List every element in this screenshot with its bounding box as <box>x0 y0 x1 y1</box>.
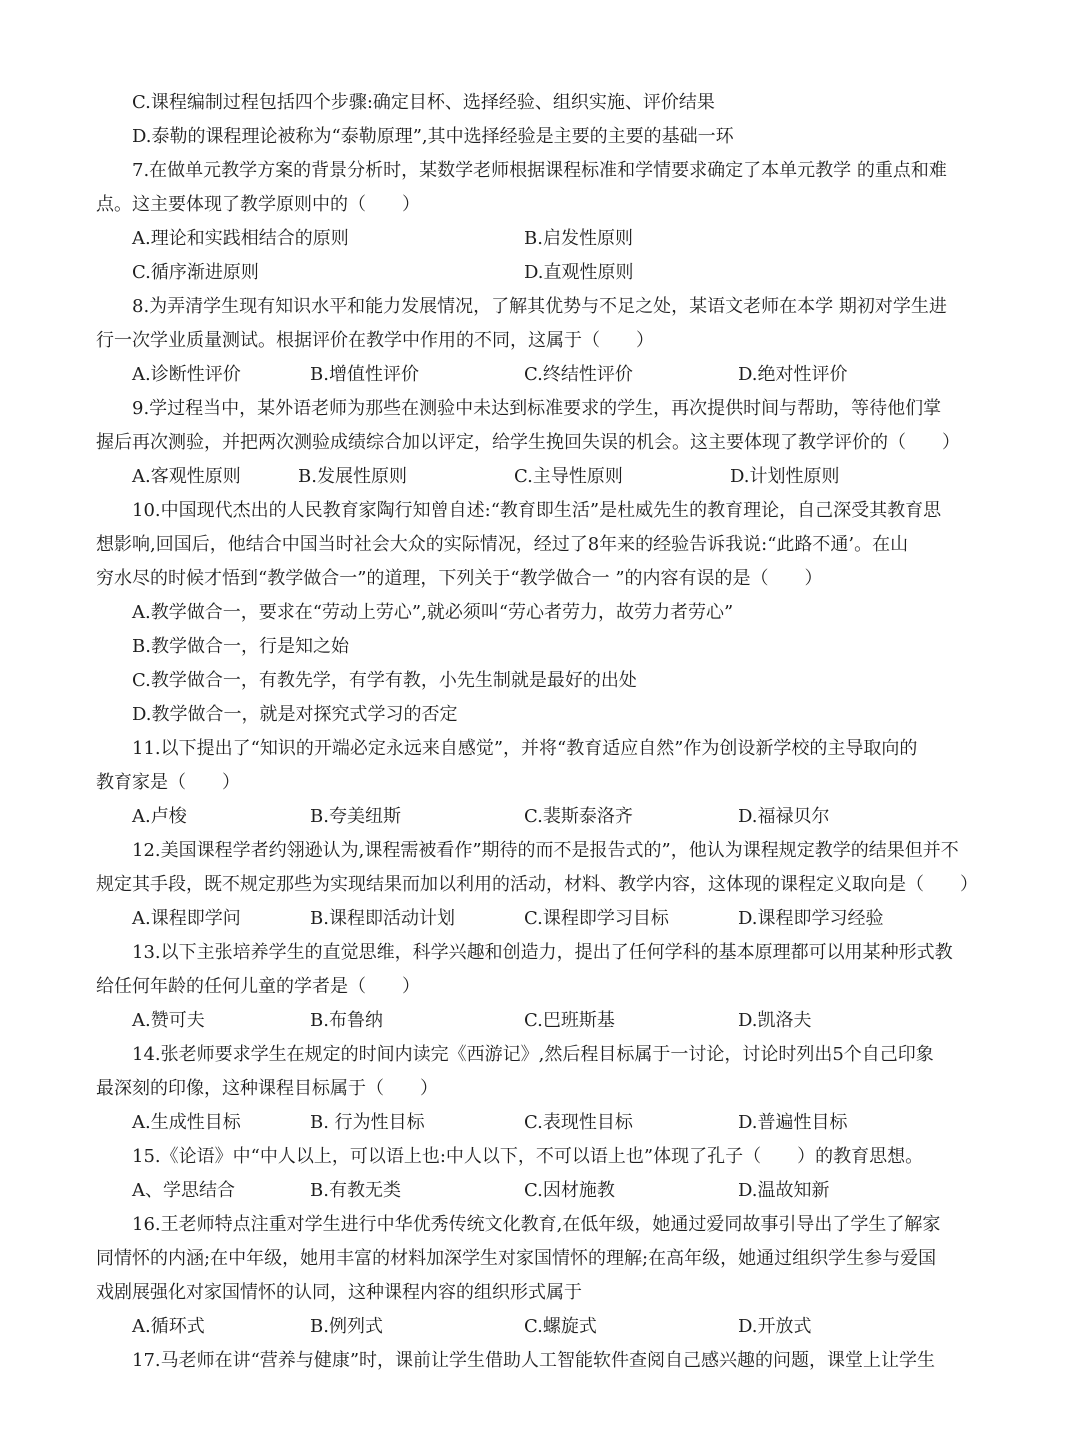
option-c[interactable]: C.课程即学习目标 <box>524 908 669 929</box>
question-10-option-c[interactable] <box>0 666 1080 696</box>
question-13-stem <box>0 938 1080 968</box>
option-d[interactable]: D.计划性原则 <box>730 466 840 487</box>
option-b[interactable]: B.增值性评价 <box>310 364 419 385</box>
option-a[interactable]: A.理论和实践相结合的原则 <box>132 228 349 249</box>
question-16-options <box>0 1312 1080 1342</box>
text: C.课程编制过程包括四个步骤:确定目杯、选择经验、组织实施、评价结果 <box>132 92 715 113</box>
text: 13.以下主张培养学生的直觉思维，科学兴趣和创造力，提出了任何学科的基本原理都可以用某种形式教 <box>132 942 953 963</box>
question-13-stem <box>0 972 1080 1002</box>
question-10-stem <box>0 564 1080 594</box>
question-9-options <box>0 462 1080 492</box>
question-7-stem <box>0 190 1080 220</box>
option-b[interactable]: B.启发性原则 <box>524 228 633 249</box>
text: 戏剧展强化对家国情怀的认同，这种课程内容的组织形式属于 <box>96 1282 582 1303</box>
question-12-options <box>0 904 1080 934</box>
option-a[interactable]: A.课程即学问 <box>132 908 241 929</box>
option-a[interactable]: A、学思结合 <box>132 1180 235 1201</box>
option-c[interactable]: C.终结性评价 <box>524 364 633 385</box>
option-b[interactable]: B.有教无类 <box>310 1180 401 1201</box>
text: 17.马老师在讲“营养与健康”时，课前让学生借助人工智能软件查阅自己感兴趣的问题，课堂上让学生 <box>132 1350 936 1371</box>
option-b[interactable]: B.发展性原则 <box>298 466 407 487</box>
option-c[interactable]: C.巴班斯基 <box>524 1010 615 1031</box>
option-c[interactable]: C.螺旋式 <box>524 1316 597 1337</box>
question-17-stem <box>0 1346 1080 1376</box>
option-a[interactable]: A.赞可夫 <box>132 1010 205 1031</box>
question-15-options <box>0 1176 1080 1206</box>
question-11-options <box>0 802 1080 832</box>
question-8-stem <box>0 326 1080 356</box>
question-14-stem <box>0 1040 1080 1070</box>
text: 握后再次测验，并把两次测验成绩综合加以评定，给学生挽回失误的机会。这主要体现了教学评价的（ ） <box>96 432 960 453</box>
option-a[interactable]: A.卢梭 <box>132 806 187 827</box>
question-7-stem <box>0 156 1080 186</box>
option-a[interactable]: A.循环式 <box>132 1316 205 1337</box>
text: 给任何年龄的任何儿童的学者是（ ） <box>96 976 420 997</box>
text: 15.《论语》中“中人以上，可以语上也:中人以下，不可以语上也”体现了孔子（ ）的教育思想。 <box>132 1146 924 1167</box>
question-12-stem <box>0 870 1080 900</box>
text: 14.张老师要求学生在规定的时间内读完《西游记》,然后程目标属于一讨论，讨论时列出5个自己印象 <box>132 1044 934 1065</box>
text: 想影响,回国后，他结合中国当时社会大众的实际情况，经过了8年来的经验告诉我说:“此路不通’。在山 <box>96 534 909 555</box>
question-14-stem <box>0 1074 1080 1104</box>
question-10-stem <box>0 530 1080 560</box>
text: A.教学做合一，要求在“劳动上劳心”,就必须叫“劳心者劳力，故劳力者劳心” <box>132 602 734 623</box>
question-10-stem <box>0 496 1080 526</box>
question-9-stem <box>0 428 1080 458</box>
text: D.泰勒的课程理论被称为“泰勒原理”,其中选择经验是主要的主要的基础一环 <box>132 126 734 147</box>
question-12-stem <box>0 836 1080 866</box>
option-c[interactable]: C.主导性原则 <box>514 466 623 487</box>
text: C.教学做合一，有教先学，有学有教，小先生制就是最好的出处 <box>132 670 637 691</box>
option-c[interactable]: C.循序渐进原则 <box>132 262 259 283</box>
option-c[interactable]: C.裴斯泰洛齐 <box>524 806 633 827</box>
question-8-stem <box>0 292 1080 322</box>
option-d[interactable]: D.开放式 <box>738 1316 812 1337</box>
option-d[interactable]: D.凯洛夫 <box>738 1010 812 1031</box>
text: B.教学做合一，行是知之始 <box>132 636 349 657</box>
text: 12.美国课程学者约翎逊认为,课程需被看作”期待的而不是报告式的”，他认为课程规定教学的结果但并不 <box>132 840 959 861</box>
text: 行一次学业质量测试。根据评价在教学中作用的不同，这属于（ ） <box>96 330 654 351</box>
question-8-options <box>0 360 1080 390</box>
text: 教育家是（ ） <box>96 772 240 793</box>
text: 最深刻的印像，这种课程目标属于（ ） <box>96 1078 438 1099</box>
question-16-stem <box>0 1244 1080 1274</box>
option-d[interactable]: D.绝对性评价 <box>738 364 848 385</box>
question-13-options <box>0 1006 1080 1036</box>
option-b[interactable]: B. 行为性目标 <box>310 1112 425 1133</box>
option-c[interactable]: C.因材施教 <box>524 1180 615 1201</box>
question-9-stem <box>0 394 1080 424</box>
text: 7.在做单元教学方案的背景分析时，某数学老师根据课程标准和学情要求确定了本单元教学 的重点和难 <box>132 160 947 181</box>
option-d[interactable]: D.温故知新 <box>738 1180 830 1201</box>
question-11-stem <box>0 734 1080 764</box>
text: 同情怀的内涵;在中年级，她用丰富的材料加深学生对家国情怀的理解;在高年级，她通过组织学生参与爱国 <box>96 1248 937 1269</box>
option-c[interactable]: C.表现性目标 <box>524 1112 633 1133</box>
question-15-stem <box>0 1142 1080 1172</box>
text: 9.学过程当中，某外语老师为那些在测验中未达到标准要求的学生，再次提供时间与帮助，等待他们掌 <box>132 398 942 419</box>
text: 穷水尽的时候才悟到“教学做合一”的道理，下列关于“教学做合一 ”的内容有误的是（ ） <box>96 568 823 589</box>
question-10-option-a[interactable] <box>0 598 1080 628</box>
option-a[interactable]: A.客观性原则 <box>132 466 241 487</box>
option-a[interactable]: A.诊断性评价 <box>132 364 241 385</box>
question-11-stem <box>0 768 1080 798</box>
option-a[interactable]: A.生成性目标 <box>132 1112 241 1133</box>
option-b[interactable]: B.课程即活动计划 <box>310 908 455 929</box>
text: 11.以下提出了“知识的开端必定永远来自感觉”，并将“教育适应自然”作为创设新学校的主导取向的 <box>132 738 918 759</box>
question-7-options <box>0 224 1080 254</box>
text: 16.王老师特点注重对学生进行中华优秀传统文化教育,在低年级，她通过爱同故事引导出了学生了解家 <box>132 1214 941 1235</box>
question-14-options <box>0 1108 1080 1138</box>
option-d[interactable]: D.课程即学习经验 <box>738 908 884 929</box>
option-b[interactable]: B.例列式 <box>310 1316 383 1337</box>
question-10-option-d[interactable] <box>0 700 1080 730</box>
text: 10.中国现代杰出的人民教育家陶行知曾自述:“教育即生活”是杜威先生的教育理论，自己深受其教育思 <box>132 500 942 521</box>
option-line <box>0 122 1080 152</box>
text: D.教学做合一，就是对探究式学习的否定 <box>132 704 458 725</box>
question-16-stem <box>0 1210 1080 1240</box>
option-d[interactable]: D.直观性原则 <box>524 262 634 283</box>
text: 点。这主要体现了教学原则中的（ ） <box>96 194 420 215</box>
question-16-stem <box>0 1278 1080 1308</box>
option-b[interactable]: B.夸美纽斯 <box>310 806 401 827</box>
option-b[interactable]: B.布鲁纳 <box>310 1010 383 1031</box>
option-line <box>0 88 1080 118</box>
text: 8.为弄清学生现有知识水平和能力发展情况，了解其优势与不足之处，某语文老师在本学 期初对学生进 <box>132 296 947 317</box>
option-d[interactable]: D.普遍性目标 <box>738 1112 848 1133</box>
text: 规定其手段，既不规定那些为实现结果而加以利用的活动，材料、教学内容，这体现的课程定义取向是（ ） <box>96 874 978 895</box>
option-d[interactable]: D.福禄贝尔 <box>738 806 830 827</box>
question-10-option-b[interactable] <box>0 632 1080 662</box>
question-7-options <box>0 258 1080 288</box>
